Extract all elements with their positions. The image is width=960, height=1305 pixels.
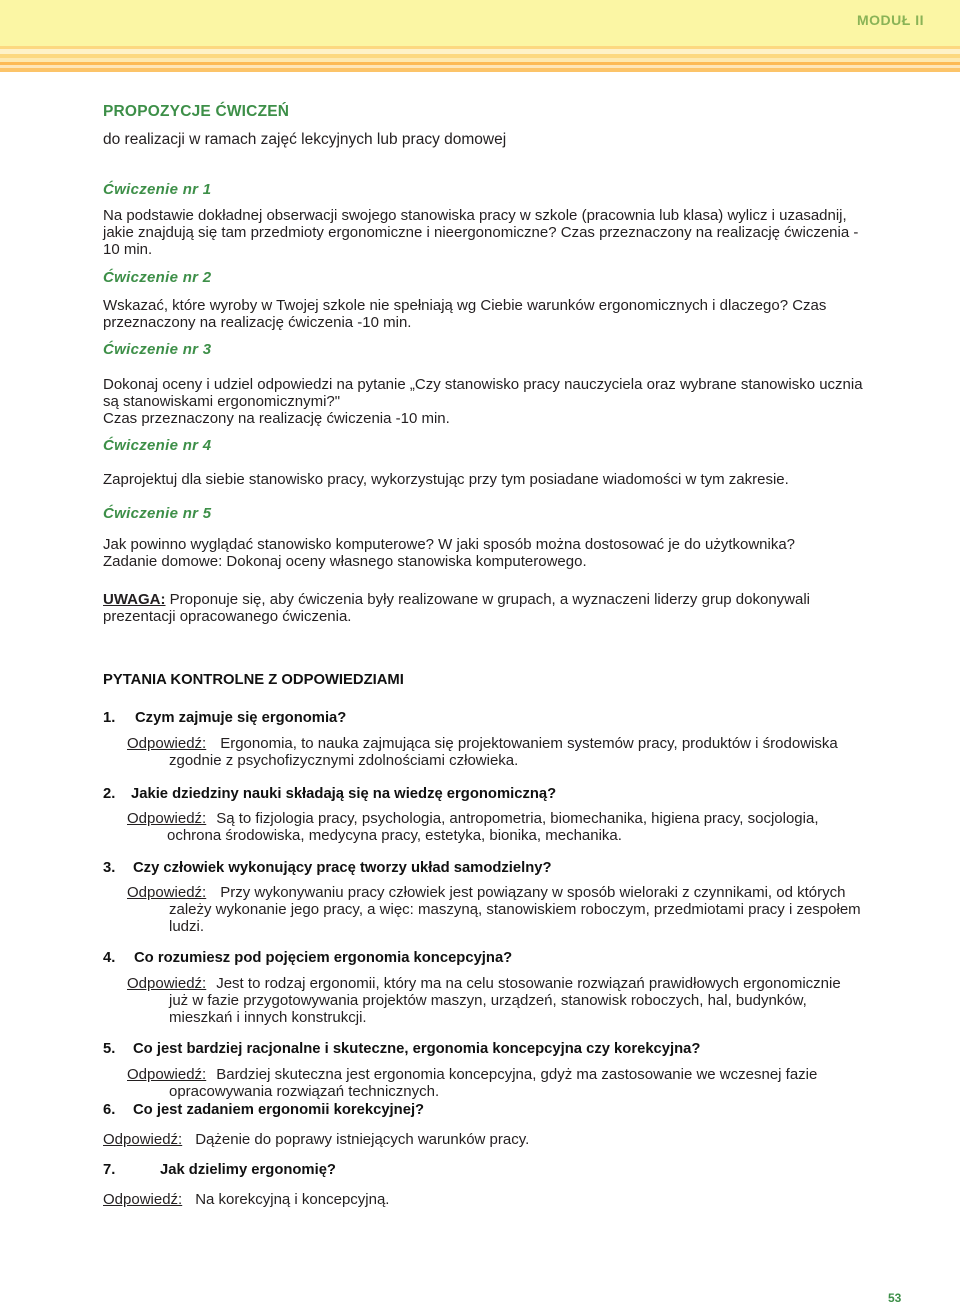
question-1 <box>103 710 346 726</box>
qa-heading: PYTANIA KONTROLNE Z ODPOWIEDZIAMI <box>103 672 404 688</box>
text-line: Czas przeznaczony na realizację ćwiczenia -10 min. <box>103 410 450 427</box>
page-number: 53 <box>888 1291 902 1305</box>
question-number: 2. <box>103 786 116 802</box>
question-number: 1. <box>103 710 116 726</box>
question-number: 4. <box>103 950 116 966</box>
header-band <box>0 0 960 46</box>
question-number: 7. <box>103 1162 116 1178</box>
text-line: Jak powinno wyglądać stanowisko komputerowe? W jaki sposób można dostosować je do użytkownika? <box>103 536 796 553</box>
answer-text: już w fazie przygotowywania projektów maszyn, urządzeń, stanowisk roboczych, hal, budynków, <box>169 992 807 1009</box>
exercise-title-3: Ćwiczenie nr 3 <box>103 341 212 358</box>
note-text: Proponuje się, aby ćwiczenia były realizowane w grupach, a wyznaczeni liderzy grup dokonywali <box>169 591 810 608</box>
question-text: Czy człowiek wykonujący pracę tworzy układ samodzielny? <box>133 860 552 876</box>
answer-label: Odpowiedź: <box>127 1066 207 1083</box>
exercise-title-5: Ćwiczenie nr 5 <box>103 505 212 522</box>
note-line-1 <box>103 591 901 608</box>
note-block <box>103 591 901 625</box>
text-line: jakie znajdują się tam przedmioty ergonomiczne i nieergonomiczne? Czas przeznaczony na realizację ćwiczenia - <box>103 224 859 241</box>
answer-4 <box>127 975 905 1026</box>
answer-label: Odpowiedź: <box>127 735 207 752</box>
exercise-text-4 <box>103 471 901 488</box>
question-number: 3. <box>103 860 116 876</box>
question-text: Co jest bardziej racjonalne i skuteczne, ergonomia koncepcyjna czy korekcyjna? <box>133 1041 701 1057</box>
section-subtitle: do realizacji w ramach zajęć lekcyjnych lub pracy domowej <box>103 131 507 148</box>
answer-1 <box>127 735 905 769</box>
exercise-title-4: Ćwiczenie nr 4 <box>103 437 212 454</box>
answer-5 <box>127 1066 905 1100</box>
question-text: Czym zajmuje się ergonomia? <box>135 710 347 726</box>
answer-text: ochrona środowiska, medycyna pracy, estetyka, bionika, mechanika. <box>167 827 622 844</box>
answer-7 <box>103 1191 901 1208</box>
text-line: Wskazać, które wyroby w Twojej szkole nie spełniają wg Ciebie warunków ergonomicznych i dlaczego? Czas <box>103 297 827 314</box>
exercise-title-1: Ćwiczenie nr 1 <box>103 181 212 198</box>
text-line: Dokonaj oceny i udziel odpowiedzi na pytanie „Czy stanowisko pracy nauczyciela oraz wybrane stanowisko ucznia <box>103 376 863 393</box>
answer-text: opracowywania rozwiązań technicznych. <box>169 1083 440 1100</box>
question-2 <box>103 786 556 802</box>
answer-text: Przy wykonywaniu pracy człowiek jest powiązany w sposób wieloraki z czynnikami, od których <box>220 884 846 901</box>
answer-label: Odpowiedź: <box>103 1191 183 1208</box>
answer-6 <box>103 1131 901 1148</box>
module-label: MODUŁ II <box>857 12 924 28</box>
question-number: 5. <box>103 1041 116 1057</box>
note-label: UWAGA: <box>103 591 166 608</box>
header-stripe <box>0 46 960 72</box>
answer-label: Odpowiedź: <box>127 975 207 992</box>
text-line: 10 min. <box>103 241 153 258</box>
exercise-text-5 <box>103 536 901 570</box>
note-line-2: prezentacji opracowanego ćwiczenia. <box>103 608 352 625</box>
question-6 <box>103 1102 424 1118</box>
answer-text: zgodnie z psychofizycznymi zdolnościami człowieka. <box>169 752 519 769</box>
question-4 <box>103 950 512 966</box>
answer-label: Odpowiedź: <box>127 810 207 827</box>
text-line: są stanowiskami ergonomicznymi?" <box>103 393 341 410</box>
question-text: Co rozumiesz pod pojęciem ergonomia koncepcyjna? <box>134 950 513 966</box>
question-5 <box>103 1041 700 1057</box>
question-text: Co jest zadaniem ergonomii korekcyjnej? <box>133 1102 425 1118</box>
question-text: Jak dzielimy ergonomię? <box>160 1162 336 1178</box>
exercise-title-2: Ćwiczenie nr 2 <box>103 269 212 286</box>
answer-label: Odpowiedź: <box>127 884 207 901</box>
text-line: Zadanie domowe: Dokonaj oceny własnego stanowiska komputerowego. <box>103 553 587 570</box>
answer-text: Na korekcyjną i koncepcyjną. <box>195 1191 390 1208</box>
exercise-text-3 <box>103 376 901 427</box>
answer-text: Bardziej skuteczna jest ergonomia koncepcyjna, gdyż ma zastosowanie we wczesnej fazie <box>216 1066 818 1083</box>
question-text: Jakie dziedziny nauki składają się na wiedzę ergonomiczną? <box>131 786 557 802</box>
exercise-text-2 <box>103 297 901 331</box>
answer-text: zależy wykonanie jego pracy, a więc: maszyną, stanowiskiem roboczym, przedmiotami pracy i zespołem <box>169 901 861 918</box>
answer-2 <box>127 810 905 844</box>
answer-text: Dążenie do poprawy istniejących warunków pracy. <box>195 1131 530 1148</box>
question-number: 6. <box>103 1102 116 1118</box>
answer-text: ludzi. <box>169 918 205 935</box>
answer-text: Jest to rodzaj ergonomii, który ma na celu stosowanie rozwiązań prawidłowych ergonomicznie <box>216 975 841 992</box>
text-line: przeznaczony na realizację ćwiczenia -10 min. <box>103 314 412 331</box>
section-title-propositions: PROPOZYCJE ĆWICZEŃ <box>103 103 290 120</box>
exercise-text-1 <box>103 207 901 258</box>
answer-text: Ergonomia, to nauka zajmująca się projektowaniem systemów pracy, produktów i środowiska <box>220 735 838 752</box>
answer-text: Są to fizjologia pracy, psychologia, antropometria, biomechanika, higiena pracy, socjologia, <box>216 810 819 827</box>
answer-text: mieszkań i innych konstrukcji. <box>169 1009 367 1026</box>
question-7 <box>103 1162 336 1178</box>
text-line: Na podstawie dokładnej obserwacji swojego stanowiska pracy w szkole (pracownia lub klasa) wylicz i uzasadnij, <box>103 207 847 224</box>
question-3 <box>103 860 552 876</box>
text-line: Zaprojektuj dla siebie stanowisko pracy, wykorzystując przy tym posiadane wiadomości w tym zakresie. <box>103 471 789 488</box>
answer-label: Odpowiedź: <box>103 1131 183 1148</box>
answer-3 <box>127 884 905 935</box>
